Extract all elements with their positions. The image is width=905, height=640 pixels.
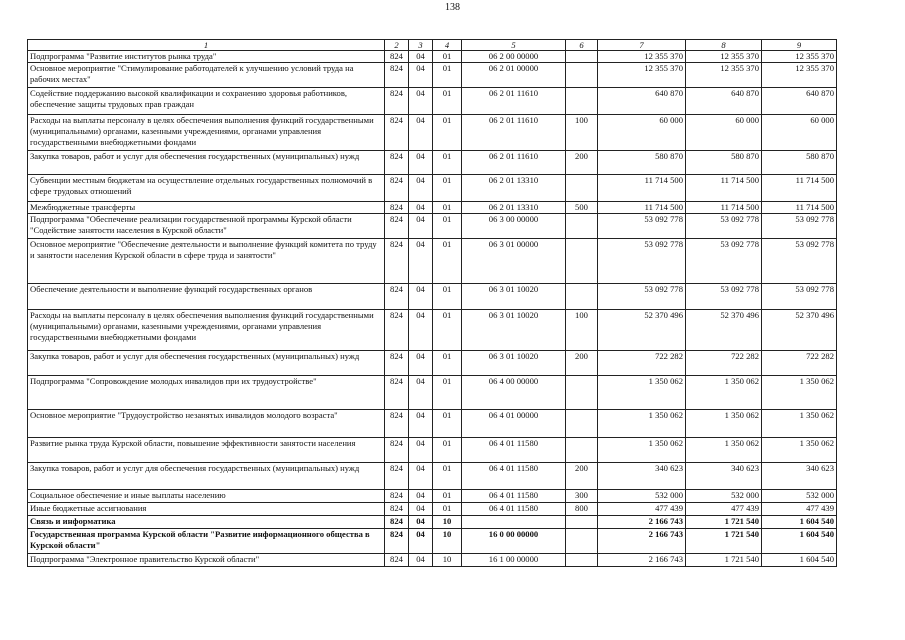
cell-amount-7: 1 350 062 (598, 376, 686, 410)
row-name: Субвенции местным бюджетам на осуществление отдельных государственных полномочий в сфере трудовых отношений (28, 175, 385, 202)
cell-amount-8: 12 355 370 (686, 51, 762, 63)
cell-code-2: 824 (385, 175, 409, 202)
column-header: 4 (433, 40, 462, 51)
cell-amount-8: 580 870 (686, 151, 762, 175)
cell-amount-7: 532 000 (598, 490, 686, 503)
cell-amount-9: 580 870 (762, 151, 837, 175)
table-body (28, 51, 837, 567)
row-name: Обеспечение деятельности и выполнение функций государственных органов (28, 284, 385, 310)
cell-code-3: 04 (409, 151, 433, 175)
cell-code-4: 01 (433, 410, 462, 438)
cell-code-4: 01 (433, 310, 462, 351)
cell-target-article: 06 3 01 00000 (462, 239, 566, 284)
cell-code-4: 01 (433, 63, 462, 88)
cell-amount-8: 52 370 496 (686, 310, 762, 351)
cell-amount-8: 1 350 062 (686, 438, 762, 463)
cell-code-3: 04 (409, 490, 433, 503)
cell-code-2: 824 (385, 202, 409, 214)
table-row (28, 151, 837, 175)
row-name: Закупка товаров, работ и услуг для обеспечения государственных (муниципальных) нужд (28, 151, 385, 175)
cell-amount-9: 60 000 (762, 115, 837, 151)
cell-target-article: 06 4 01 11580 (462, 463, 566, 490)
cell-expense-type (566, 51, 598, 63)
cell-expense-type: 200 (566, 351, 598, 376)
row-name: Расходы на выплаты персоналу в целях обеспечения выполнения функций государственными (муниципальными) органами, казенными учреждениями, органами управления государственными внебюджетными фондами (28, 310, 385, 351)
cell-code-4: 01 (433, 175, 462, 202)
cell-expense-type (566, 63, 598, 88)
row-name: Государственная программа Курской области "Развитие информационного общества в Курской области" (28, 529, 385, 554)
cell-expense-type: 200 (566, 463, 598, 490)
table-row (28, 376, 837, 410)
cell-amount-7: 580 870 (598, 151, 686, 175)
cell-amount-9: 52 370 496 (762, 310, 837, 351)
cell-target-article (462, 516, 566, 529)
cell-code-3: 04 (409, 516, 433, 529)
row-name: Расходы на выплаты персоналу в целях обеспечения выполнения функций государственными (муниципальными) органами, казенными учреждениями, органами управления государственными внебюджетными фондами (28, 115, 385, 151)
cell-code-4: 01 (433, 51, 462, 63)
cell-code-3: 04 (409, 410, 433, 438)
cell-amount-9: 340 623 (762, 463, 837, 490)
cell-target-article: 06 2 01 11610 (462, 115, 566, 151)
column-header: 6 (566, 40, 598, 51)
cell-expense-type (566, 376, 598, 410)
cell-code-2: 824 (385, 463, 409, 490)
cell-code-3: 04 (409, 175, 433, 202)
cell-amount-7: 2 166 743 (598, 516, 686, 529)
row-name: Связь и информатика (28, 516, 385, 529)
cell-amount-9: 532 000 (762, 490, 837, 503)
cell-target-article: 16 1 00 00000 (462, 554, 566, 567)
cell-code-3: 04 (409, 284, 433, 310)
cell-code-3: 04 (409, 554, 433, 567)
cell-amount-9: 1 350 062 (762, 376, 837, 410)
cell-code-3: 04 (409, 63, 433, 88)
cell-code-4: 01 (433, 351, 462, 376)
cell-expense-type (566, 239, 598, 284)
cell-target-article: 06 3 00 00000 (462, 214, 566, 239)
cell-code-3: 04 (409, 88, 433, 115)
cell-code-4: 10 (433, 516, 462, 529)
cell-amount-8: 640 870 (686, 88, 762, 115)
cell-amount-9: 1 604 540 (762, 516, 837, 529)
cell-amount-9: 1 350 062 (762, 410, 837, 438)
row-name: Закупка товаров, работ и услуг для обеспечения государственных (муниципальных) нужд (28, 463, 385, 490)
cell-expense-type (566, 214, 598, 239)
cell-code-4: 01 (433, 202, 462, 214)
cell-code-2: 824 (385, 490, 409, 503)
row-name: Иные бюджетные ассигнования (28, 503, 385, 516)
cell-expense-type (566, 516, 598, 529)
table-row (28, 463, 837, 490)
column-header: 3 (409, 40, 433, 51)
column-header: 5 (462, 40, 566, 51)
row-name: Содействие поддержанию высокой квалификации и сохранению здоровья работников, обеспечение защиты трудовых прав граждан (28, 88, 385, 115)
cell-code-2: 824 (385, 239, 409, 284)
cell-amount-7: 477 439 (598, 503, 686, 516)
header-row (28, 40, 837, 51)
cell-code-3: 04 (409, 239, 433, 284)
cell-code-4: 01 (433, 438, 462, 463)
cell-amount-9: 477 439 (762, 503, 837, 516)
cell-amount-8: 53 092 778 (686, 284, 762, 310)
row-name: Основное мероприятие "Стимулирование работодателей к улучшению условий труда на рабочих местах" (28, 63, 385, 88)
cell-code-4: 01 (433, 376, 462, 410)
cell-code-2: 824 (385, 151, 409, 175)
cell-target-article: 06 2 01 13310 (462, 202, 566, 214)
cell-code-3: 04 (409, 463, 433, 490)
cell-amount-9: 53 092 778 (762, 214, 837, 239)
cell-code-3: 04 (409, 214, 433, 239)
cell-expense-type (566, 410, 598, 438)
cell-amount-7: 53 092 778 (598, 239, 686, 284)
cell-amount-7: 11 714 500 (598, 202, 686, 214)
table-row (28, 202, 837, 214)
cell-amount-8: 1 721 540 (686, 516, 762, 529)
cell-target-article: 06 2 01 00000 (462, 63, 566, 88)
cell-target-article: 06 4 01 11580 (462, 490, 566, 503)
cell-amount-7: 640 870 (598, 88, 686, 115)
cell-amount-9: 53 092 778 (762, 239, 837, 284)
column-header: 8 (686, 40, 762, 51)
cell-code-3: 04 (409, 351, 433, 376)
cell-code-4: 01 (433, 214, 462, 239)
column-header: 9 (762, 40, 837, 51)
cell-code-2: 824 (385, 503, 409, 516)
cell-code-2: 824 (385, 529, 409, 554)
table-row (28, 554, 837, 567)
cell-code-4: 10 (433, 554, 462, 567)
cell-amount-8: 12 355 370 (686, 63, 762, 88)
cell-code-4: 01 (433, 284, 462, 310)
cell-target-article: 06 2 01 13310 (462, 175, 566, 202)
cell-amount-8: 722 282 (686, 351, 762, 376)
table-row (28, 410, 837, 438)
row-name: Развитие рынка труда Курской области, повышение эффективности занятости населения (28, 438, 385, 463)
cell-code-2: 824 (385, 310, 409, 351)
cell-amount-9: 12 355 370 (762, 63, 837, 88)
cell-code-4: 10 (433, 529, 462, 554)
cell-amount-7: 2 166 743 (598, 529, 686, 554)
cell-amount-8: 60 000 (686, 115, 762, 151)
cell-code-3: 04 (409, 438, 433, 463)
table-row (28, 490, 837, 503)
cell-code-2: 824 (385, 376, 409, 410)
cell-code-2: 824 (385, 63, 409, 88)
cell-amount-8: 340 623 (686, 463, 762, 490)
cell-expense-type: 300 (566, 490, 598, 503)
cell-target-article: 06 3 01 10020 (462, 351, 566, 376)
table-row (28, 503, 837, 516)
cell-expense-type (566, 88, 598, 115)
row-name: Основное мероприятие "Обеспечение деятельности и выполнение функций комитета по труду и занятости населения Курской области в сфере труда и занятости" (28, 239, 385, 284)
cell-amount-8: 1 721 540 (686, 529, 762, 554)
cell-code-3: 04 (409, 503, 433, 516)
table-row (28, 115, 837, 151)
row-name: Основное мероприятие "Трудоустройство незанятых инвалидов молодого возраста" (28, 410, 385, 438)
cell-target-article: 06 4 01 11580 (462, 503, 566, 516)
cell-code-3: 04 (409, 529, 433, 554)
cell-code-2: 824 (385, 214, 409, 239)
cell-amount-9: 1 350 062 (762, 438, 837, 463)
cell-code-3: 04 (409, 115, 433, 151)
cell-amount-7: 53 092 778 (598, 214, 686, 239)
cell-code-2: 824 (385, 516, 409, 529)
table-row (28, 284, 837, 310)
row-name: Подпрограмма "Развитие институтов рынка труда" (28, 51, 385, 63)
table-row (28, 214, 837, 239)
page-number: 138 (445, 2, 460, 13)
cell-code-3: 04 (409, 202, 433, 214)
cell-target-article: 06 4 00 00000 (462, 376, 566, 410)
cell-amount-8: 477 439 (686, 503, 762, 516)
cell-code-4: 01 (433, 88, 462, 115)
cell-code-2: 824 (385, 351, 409, 376)
row-name: Подпрограмма "Сопровождение молодых инвалидов при их трудоустройстве" (28, 376, 385, 410)
cell-target-article: 06 2 00 00000 (462, 51, 566, 63)
table-row (28, 63, 837, 88)
row-name: Подпрограмма "Обеспечение реализации государственной программы Курской области "Содействие занятости населения в Курской области" (28, 214, 385, 239)
cell-expense-type (566, 175, 598, 202)
table-row (28, 310, 837, 351)
cell-expense-type (566, 554, 598, 567)
cell-code-2: 824 (385, 88, 409, 115)
cell-code-2: 824 (385, 554, 409, 567)
column-header: 1 (28, 40, 385, 51)
cell-code-3: 04 (409, 51, 433, 63)
cell-amount-7: 12 355 370 (598, 63, 686, 88)
cell-amount-8: 53 092 778 (686, 214, 762, 239)
cell-code-2: 824 (385, 410, 409, 438)
table-row (28, 529, 837, 554)
cell-amount-9: 11 714 500 (762, 175, 837, 202)
cell-code-2: 824 (385, 438, 409, 463)
cell-amount-8: 11 714 500 (686, 202, 762, 214)
table-row (28, 51, 837, 63)
table-row (28, 351, 837, 376)
cell-code-3: 04 (409, 310, 433, 351)
cell-expense-type: 100 (566, 310, 598, 351)
cell-amount-9: 640 870 (762, 88, 837, 115)
cell-amount-9: 53 092 778 (762, 284, 837, 310)
cell-expense-type: 800 (566, 503, 598, 516)
cell-amount-7: 1 350 062 (598, 410, 686, 438)
cell-amount-7: 340 623 (598, 463, 686, 490)
cell-amount-7: 2 166 743 (598, 554, 686, 567)
cell-target-article: 06 3 01 10020 (462, 310, 566, 351)
cell-expense-type: 200 (566, 151, 598, 175)
cell-expense-type (566, 284, 598, 310)
cell-target-article: 16 0 00 00000 (462, 529, 566, 554)
cell-amount-9: 722 282 (762, 351, 837, 376)
table-row (28, 239, 837, 284)
cell-amount-7: 60 000 (598, 115, 686, 151)
cell-target-article: 06 4 01 00000 (462, 410, 566, 438)
row-name: Подпрограмма "Электронное правительство Курской области" (28, 554, 385, 567)
row-name: Закупка товаров, работ и услуг для обеспечения государственных (муниципальных) нужд (28, 351, 385, 376)
column-header: 7 (598, 40, 686, 51)
cell-amount-7: 722 282 (598, 351, 686, 376)
cell-code-4: 01 (433, 151, 462, 175)
budget-table (27, 39, 837, 567)
cell-code-2: 824 (385, 284, 409, 310)
table-row (28, 88, 837, 115)
cell-code-4: 01 (433, 463, 462, 490)
cell-code-2: 824 (385, 51, 409, 63)
cell-amount-9: 11 714 500 (762, 202, 837, 214)
cell-amount-7: 11 714 500 (598, 175, 686, 202)
table-row (28, 175, 837, 202)
cell-expense-type (566, 529, 598, 554)
cell-amount-9: 1 604 540 (762, 554, 837, 567)
table-row (28, 438, 837, 463)
cell-amount-7: 52 370 496 (598, 310, 686, 351)
cell-amount-7: 53 092 778 (598, 284, 686, 310)
cell-amount-9: 1 604 540 (762, 529, 837, 554)
cell-amount-9: 12 355 370 (762, 51, 837, 63)
column-header: 2 (385, 40, 409, 51)
cell-amount-8: 532 000 (686, 490, 762, 503)
cell-expense-type: 500 (566, 202, 598, 214)
cell-code-4: 01 (433, 490, 462, 503)
cell-amount-8: 11 714 500 (686, 175, 762, 202)
cell-target-article: 06 4 01 11580 (462, 438, 566, 463)
table-row (28, 516, 837, 529)
cell-code-2: 824 (385, 115, 409, 151)
cell-target-article: 06 2 01 11610 (462, 88, 566, 115)
cell-amount-7: 12 355 370 (598, 51, 686, 63)
row-name: Социальное обеспечение и иные выплаты населению (28, 490, 385, 503)
cell-expense-type (566, 438, 598, 463)
cell-target-article: 06 2 01 11610 (462, 151, 566, 175)
cell-amount-8: 1 721 540 (686, 554, 762, 567)
cell-expense-type: 100 (566, 115, 598, 151)
cell-amount-8: 1 350 062 (686, 410, 762, 438)
row-name: Межбюджетные трансферты (28, 202, 385, 214)
cell-amount-7: 1 350 062 (598, 438, 686, 463)
cell-amount-8: 53 092 778 (686, 239, 762, 284)
cell-code-4: 01 (433, 115, 462, 151)
cell-code-4: 01 (433, 503, 462, 516)
cell-target-article: 06 3 01 10020 (462, 284, 566, 310)
cell-code-3: 04 (409, 376, 433, 410)
cell-amount-8: 1 350 062 (686, 376, 762, 410)
cell-code-4: 01 (433, 239, 462, 284)
